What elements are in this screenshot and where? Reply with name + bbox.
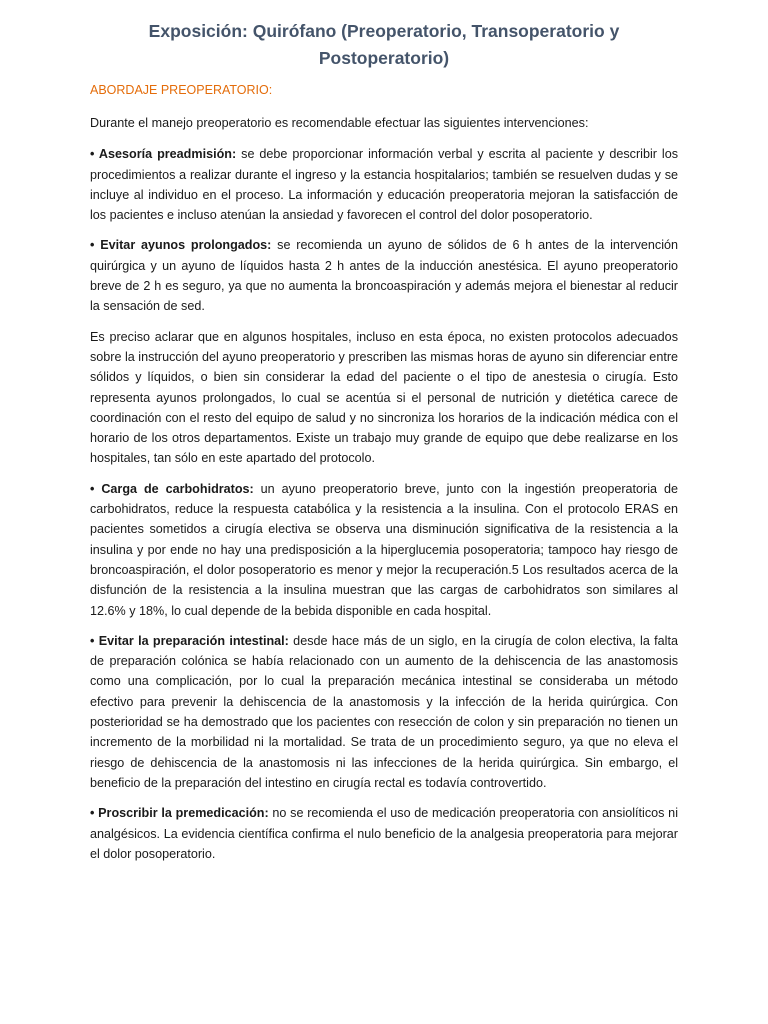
bullet-evitar-ayunos [90, 235, 678, 316]
bullet-text: no se recomienda el uso de medicación preoperatoria con ansiolíticos ni analgésicos. La evidencia científica confirma el nulo beneficio de la analgesia preoperatoria para mejorar el dolor posoperatorio. [90, 806, 678, 861]
bullet-lead: • Proscribir la premedicación: [90, 806, 269, 821]
document-title [90, 18, 678, 72]
bullet-lead: • Evitar la preparación intestinal: [90, 633, 289, 648]
bullet-lead: • Asesoría preadmisión: [90, 147, 237, 162]
intro-paragraph: Durante el manejo preoperatorio es recomendable efectuar las siguientes intervenciones: [90, 116, 589, 130]
bullet-lead: • Carga de carbohidratos: [90, 481, 254, 496]
document-title-line-1: Exposición: Quirófano (Preoperatorio, Transoperatorio y [148, 21, 620, 41]
bullet-text: desde hace más de un siglo, en la cirugía de colon electiva, la falta de preparación colónica se había relacionado con un aumento de la dehiscencia de las anastomosis como una complicación, por lo cual la preparación mecánica intestinal se consideraba un método efectivo para prevenir la dehiscencia de la anastomosis y la infección de la herida quirúrgica. Con posterioridad se ha demostrado que los pacientes con resección de colon y sin preparación no tienen un incremento de la morbilidad ni la mortalidad. Se trata de un procedimiento seguro, ya que no eleva el riesgo de dehiscencia de la anastomosis ni las infecciones de la herida quirúrgica. Sin embargo, el beneficio de la preparación del intestino en cirugía rectal es todavía controvertido. [90, 633, 678, 790]
bullet-text: se debe proporcionar información verbal y escrita al paciente y describir los procedimientos a realizar durante el ingreso y la estancia hospitalarios; también se resuelven dudas y se incluye al individuo en el proceso. La información y educación preoperatoria mejoran la satisfacción de los pacientes e incluso atenúan la ansiedad y favorecen el control del dolor posoperatorio. [90, 147, 679, 223]
bullet-text: se recomienda un ayuno de sólidos de 6 h antes de la intervención quirúrgica y un ayuno de líquidos hasta 2 h antes de la inducción anestésica. El ayuno preoperatorio breve de 2 h es seguro, ya que no aumenta la broncoaspiración y además mejora el bienestar al reducir la sensación de sed. [90, 238, 678, 314]
protocols-paragraph: Es preciso aclarar que en algunos hospitales, incluso en esta época, no existen protocolos adecuados sobre la instrucción del ayuno preoperatorio y prescriben las mismas horas de ayuno sin diferenciar entre sólidos y líquidos, o bien sin considerar la edad del paciente o el tipo de anestesia o cirugía. Esto representa ayunos prolongados, lo cual se acentúa si el personal de nutrición y dietética carece de coordinación con el resto del equipo de salud y no sincroniza los horarios de la indicación médica con el horario de los otros departamentos. Existe un trabajo muy grande de equipo que debe realizarse en los hospitales, tan sólo en este apartado del protocolo. [90, 329, 679, 466]
document-title-line-2: Postoperatorio) [318, 48, 450, 68]
bullet-evitar-preparacion-intestinal [90, 631, 678, 793]
bullet-text: un ayuno preoperatorio breve, junto con la ingestión preoperatoria de carbohidratos, reduce la respuesta catabólica y la resistencia a la insulina. Con el protocolo ERAS en pacientes sometidos a cirugía electiva se observa una disminución significativa de la resistencia a la insulina y por ende no hay una predisposición a la hiperglucemia posoperatoria; tampoco hay riesgo de broncoaspiración, el dolor posoperatorio es menor y mejor la recuperación.5 Los resultados acerca de la disfunción de la resistencia a la insulina muestran que las cargas de carbohidratos son similares al 12.6% y 18%, lo cual depende de la bebida disponible en cada hospital. [90, 481, 678, 618]
bullet-asesoria-preadmision [90, 144, 678, 225]
section-heading: ABORDAJE PREOPERATORIO: [90, 83, 273, 97]
bullet-lead: • Evitar ayunos prolongados: [90, 238, 272, 253]
bullet-proscribir-premedicacion [90, 803, 678, 864]
bullet-carga-carbohidratos [90, 479, 678, 621]
